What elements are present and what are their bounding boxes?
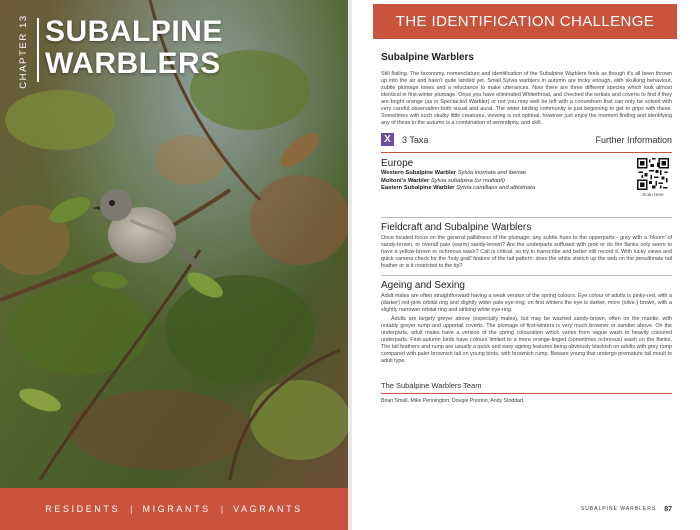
ageing-paragraph-2: Adults are largely greyer above (especially males), but may be washed sandy-brown, often on the mantle, with notably greyer rump and uppertail coverts. The plumage of first-winters is very much browner or sandier above. On the underparts, adult males have a version of the spring colouration which varies from vague wash to heavily coloured underparts. First-autumn birds have colours limited to a more orange-tinged (sometimes ochreous) wash on the flanks. The tail feathers and rump are usually a quick and easy ageing features being obviously blackish on adults with grey rump compared with paler brownish tail on young birds, with brownish rump. Beware young that undergo premature tail moult to adult type. <box>381 315 672 364</box>
status-footer <box>0 488 348 530</box>
fieldcraft-paragraph: Once located focus on the general pallidness of the plumage; any subtle hues to the upperparts - grey with a 'bloom' of sandy-brown, or overall pale (warm) sandy-brown? Are the underparts suffused with pink or do the flanks only seem to have a yellow-brown or ochreous wash? Call is critical, so try to transcribe and better still record it. With lucky views and quick camera check for the 'holy grail' feature of the tail pattern: does the white stretch up the web on the penultimate tail feather or is it restricted to the tip? <box>381 234 672 269</box>
species-item <box>381 178 672 186</box>
team-names: Brian Small, Mike Pennington, Dougie Preston, Andy Stoddart. <box>381 397 525 404</box>
team-divider <box>381 393 672 394</box>
footer-separator: | <box>220 504 224 514</box>
intro-paragraph: Still flailing. The taxonomy, nomenclature and identification of the Subalpine Warblers feels as though it's all been thrown up into the air and hasn't quite landed yet. Small Sylvia warblers in autumn are tricky enough, with skulking behaviour, subtle plumage tones and a reluctance to make utterances. Now there are three different species which look almost identical in first-winter plumage. Once you have eliminated Whitethroat, and checked the tertials and coverts to find if they are bright orange (as in Spectacled Warbler) or not you may well be left with a conundrum that can only be solved with very careful observation-both visual and aural. The wider birding community is just beginning to get to grips with these. Sometimes with such skulky little creatures, viewing is not optimal, however just enjoy the moment finding and identifying any of these in the autumn is a combination of serendipity, and skill. <box>381 71 672 126</box>
chapter-title <box>45 16 223 80</box>
species-item <box>381 170 672 178</box>
right-page <box>352 0 700 530</box>
species-scientific: Sylvia subalpina (or moltonii) <box>430 177 505 184</box>
left-page <box>0 0 348 530</box>
page-header <box>373 4 677 39</box>
species-block <box>381 158 672 212</box>
species-name: Moltoni's Warbler <box>381 177 430 184</box>
species-scientific: Sylvia inornata and iberiae <box>457 170 527 177</box>
footer-separator: | <box>130 504 133 514</box>
species-name: Western Subalpine Warbler <box>381 170 457 177</box>
section-divider <box>381 275 672 276</box>
region-heading: Europe <box>381 158 414 170</box>
taxa-summary <box>381 133 428 146</box>
section-subtitle: Subalpine Warblers <box>381 52 474 63</box>
scan-here-label: Scan Here <box>642 192 664 198</box>
page-content <box>381 52 672 404</box>
species-item <box>381 185 672 193</box>
qr-code[interactable] <box>636 158 670 197</box>
ageing-heading: Ageing and Sexing <box>381 279 465 291</box>
taxa-icon: X <box>381 133 394 146</box>
page-footer <box>381 503 672 515</box>
taxa-count: 3 Taxa <box>402 134 429 145</box>
chapter-label <box>12 13 34 89</box>
footer-migrants: MIGRANTS <box>142 504 211 514</box>
chapter-label-text: CHAPTER 13 <box>17 13 29 89</box>
taxa-row <box>381 133 672 146</box>
fieldcraft-heading: Fieldcraft and Subalpine Warblers <box>381 221 532 233</box>
chapter-title-line-1: SUBALPINE <box>45 15 223 48</box>
qr-code-icon <box>637 158 669 190</box>
team-heading: The Subalpine Warblers Team <box>381 380 482 390</box>
page-number: 87 <box>664 505 672 513</box>
footer-vagrants: VAGRANTS <box>233 504 303 514</box>
page-header-text: THE IDENTIFICATION CHALLENGE <box>395 13 655 30</box>
section-divider <box>381 217 672 218</box>
running-footer-label: SUBALPINE WARBLERS <box>580 506 657 512</box>
taxa-divider <box>381 152 672 153</box>
species-scientific: Sylvia cantillans and albistriata <box>456 185 536 192</box>
chapter-divider <box>37 18 39 82</box>
species-name: Eastern Subalpine Warbler <box>381 185 455 192</box>
chapter-title-line-2: WARBLERS <box>45 47 221 80</box>
footer-residents: RESIDENTS <box>45 504 121 514</box>
ageing-paragraph-1: Adult males are often straightforward having a weak version of the spring colours. Eye colour of adults is pinky-red, with a (darker) red-pink orbital ring and slightly wider pale eye-ring; on first winters the eye is darker, more (olive-) brown, with a slightly narrower orbital ring and striking white eye-ring. <box>381 292 672 313</box>
further-information-heading: Further Information <box>595 134 672 145</box>
